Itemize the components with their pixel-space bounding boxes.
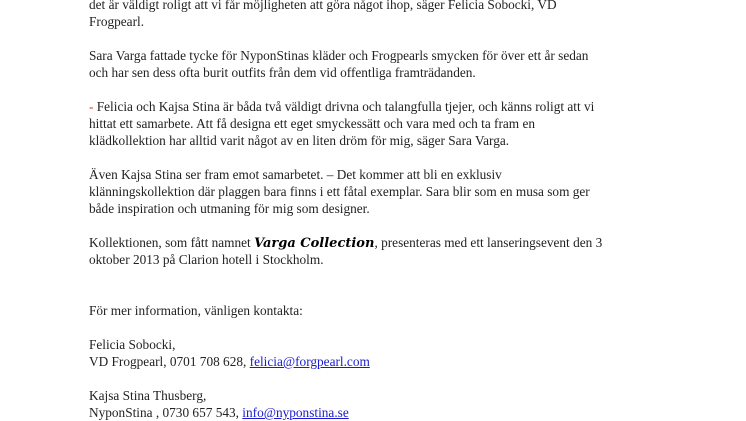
text-line: Sara Varga fattade tycke för NyponStinas kläder och Frogpearls smycken för över ett år sedan	[89, 48, 589, 63]
text-line: Frogpearl.	[89, 14, 145, 29]
text-line: Även Kajsa Stina ser fram emot samarbetet. – Det kommer att bli en exklusiv	[89, 167, 502, 182]
text-line: klädkollektion har alltid varit något av en liten dröm för mig, säger Sara Varga.	[89, 133, 510, 148]
email-link-felicia[interactable]: felicia@forgpearl.com	[249, 354, 370, 369]
text-span: NyponStina , 0730 657 543,	[89, 405, 243, 420]
contact-details	[89, 353, 669, 370]
contact-name: Felicia Sobocki,	[89, 337, 176, 352]
collection-name: Varga Collection	[254, 236, 375, 251]
contact-intro: För mer information, vänligen kontakta:	[89, 303, 303, 318]
paragraph-background	[89, 47, 669, 81]
paragraph-quote-kajsa	[89, 166, 669, 217]
text-line: klänningskollektion där plaggen bara finns i ett fåtal exemplar. Sara blir som en musa som ger	[89, 184, 590, 199]
contact-details	[89, 404, 669, 421]
text-line	[89, 98, 669, 115]
contact-section	[89, 302, 669, 421]
text-span: Kollektionen, som fått namnet	[89, 235, 255, 250]
text-span: Felicia och Kajsa Stina är båda två väldigt drivna och talangfulla tjejer, och känns roligt att vi	[93, 99, 595, 114]
text-line: och har sen dess ofta burit outfits från dem vid offentliga framträdanden.	[89, 65, 476, 80]
text-line: hittat ett samarbete. Att få designa ett eget smyckessätt och vara med och ta fram en	[89, 116, 536, 131]
paragraph-quote-felicia	[89, 0, 669, 30]
text-line	[89, 234, 669, 251]
text-line: det är väldigt roligt att vi får möjligheten att göra något ihop, säger Felicia Sobocki, VD	[89, 0, 557, 12]
text-span: VD Frogpearl, 0701 708 628,	[89, 354, 250, 369]
paragraph-quote-sara	[89, 98, 669, 149]
contact-name: Kajsa Stina Thusberg,	[89, 388, 207, 403]
paragraph-collection	[89, 234, 669, 268]
quote-dash: -	[89, 99, 94, 114]
press-release-page	[89, 0, 669, 421]
email-link-kajsa[interactable]: info@nyponstina.se	[242, 405, 349, 420]
text-line: oktober 2013 på Clarion hotell i Stockholm.	[89, 252, 324, 267]
text-line: både inspiration och utmaning för mig som designer.	[89, 201, 370, 216]
text-span: , presenteras med ett lanseringsevent den 3	[374, 235, 603, 250]
